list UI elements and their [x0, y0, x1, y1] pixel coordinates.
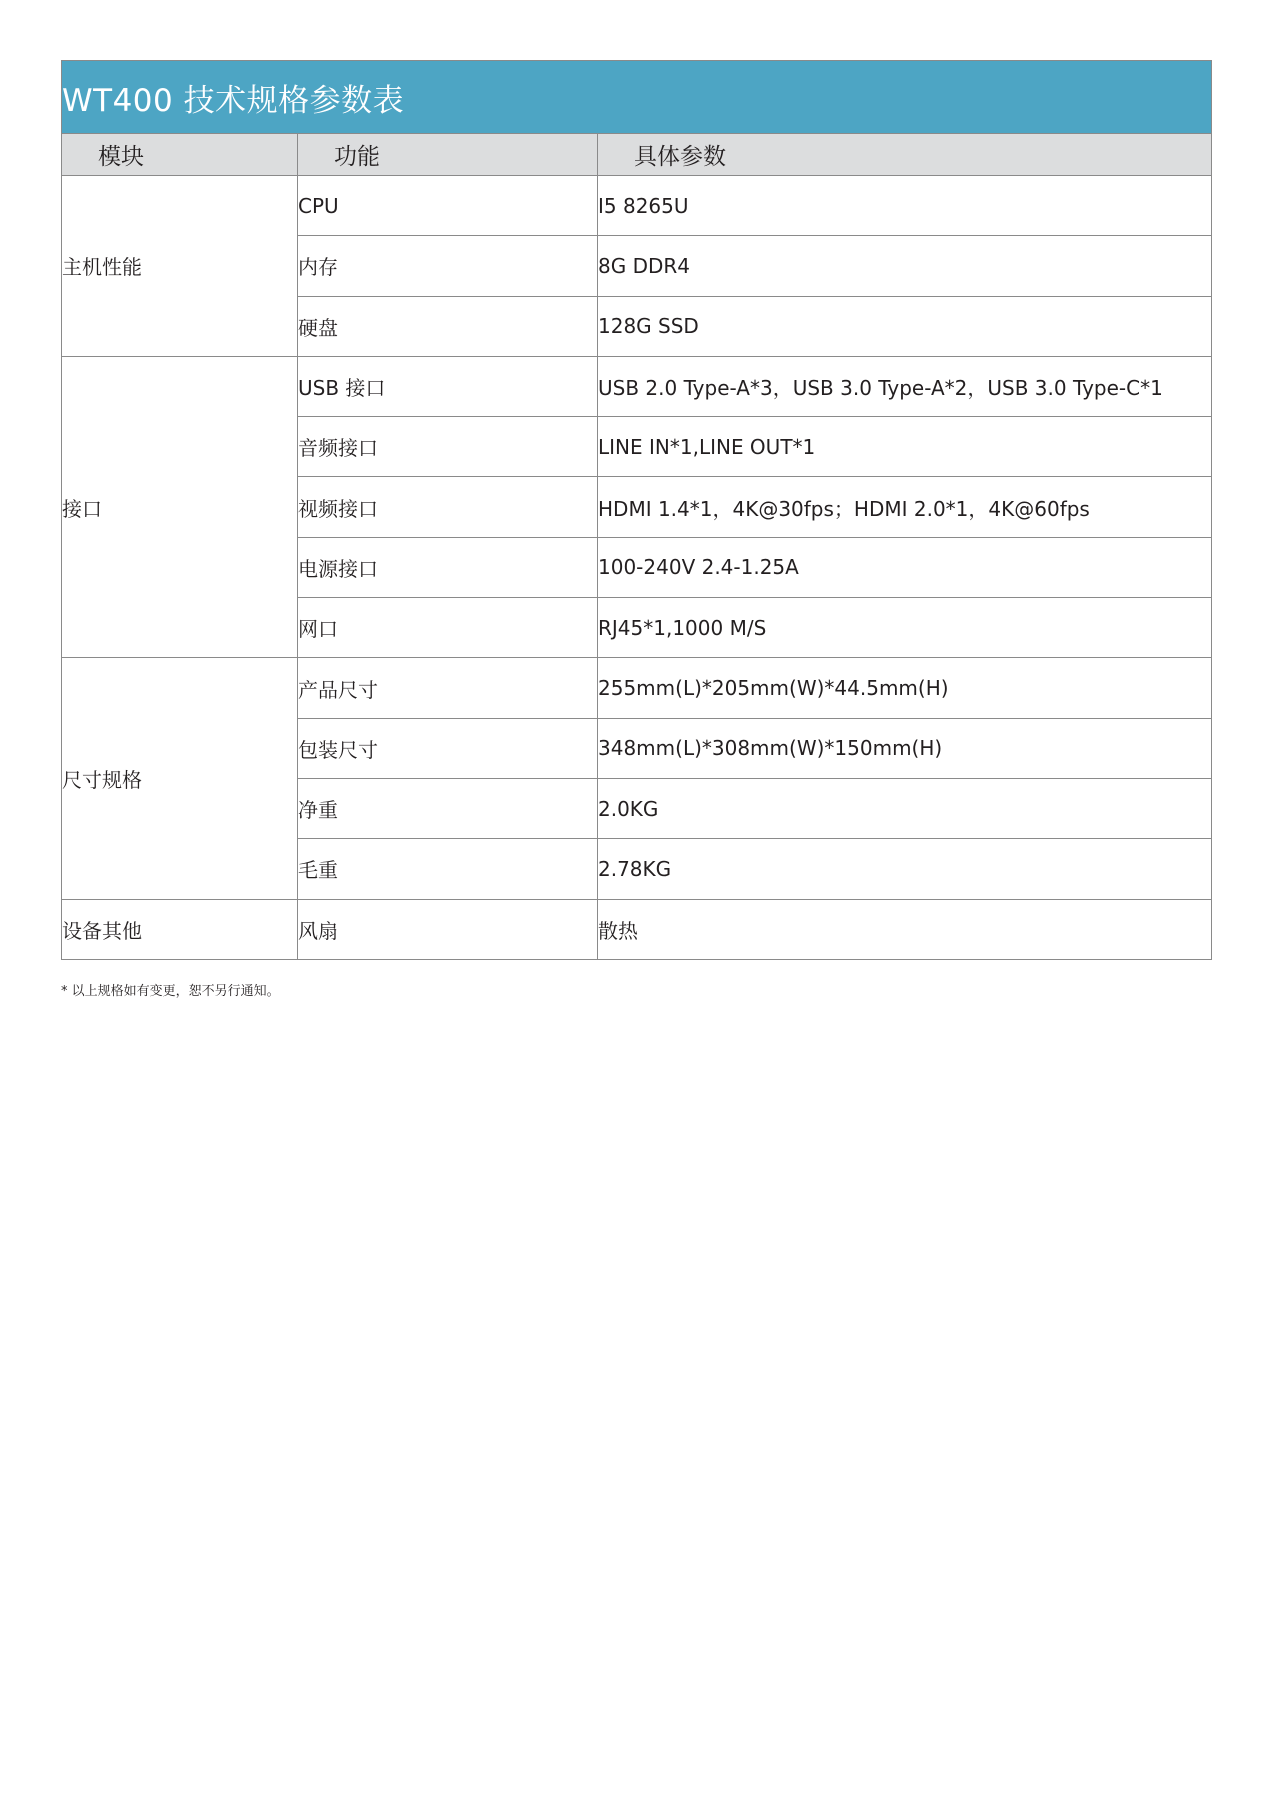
function-cell: USB 接口: [298, 356, 598, 416]
table-row: [62, 176, 1212, 236]
param-cell: 2.78KG: [598, 839, 1212, 899]
param-cell: HDMI 1.4*1，4K@30fps；HDMI 2.0*1，4K@60fps: [598, 477, 1212, 537]
function-cell: 产品尺寸: [298, 658, 598, 718]
table-row: [62, 658, 1212, 718]
title-row: [62, 61, 1212, 134]
header-row: [62, 134, 1212, 176]
param-cell: 255mm(L)*205mm(W)*44.5mm(H): [598, 658, 1212, 718]
function-cell: 内存: [298, 236, 598, 296]
function-cell: 风扇: [298, 899, 598, 959]
function-cell: 包装尺寸: [298, 718, 598, 778]
param-cell: USB 2.0 Type-A*3，USB 3.0 Type-A*2，USB 3.0 Type-C*1: [598, 356, 1212, 416]
spec-sheet: [61, 60, 1211, 999]
header-function: 功能: [298, 134, 598, 176]
param-cell: 8G DDR4: [598, 236, 1212, 296]
module-cell: 设备其他: [62, 899, 298, 959]
header-params: 具体参数: [598, 134, 1212, 176]
param-cell: I5 8265U: [598, 176, 1212, 236]
table-row: [62, 356, 1212, 416]
param-cell: 100-240V 2.4-1.25A: [598, 537, 1212, 597]
param-cell: 348mm(L)*308mm(W)*150mm(H): [598, 718, 1212, 778]
header-module: 模块: [62, 134, 298, 176]
param-cell: LINE IN*1,LINE OUT*1: [598, 417, 1212, 477]
table-title: WT400 技术规格参数表: [62, 61, 1212, 134]
function-cell: 网口: [298, 598, 598, 658]
footnote: * 以上规格如有变更，恕不另行通知。: [61, 983, 280, 999]
module-cell: 尺寸规格: [62, 658, 298, 899]
param-cell: RJ45*1,1000 M/S: [598, 598, 1212, 658]
function-cell: CPU: [298, 176, 598, 236]
function-cell: 电源接口: [298, 537, 598, 597]
param-cell: 128G SSD: [598, 296, 1212, 356]
table-row: [62, 899, 1212, 959]
param-cell: 2.0KG: [598, 778, 1212, 838]
module-cell: 接口: [62, 356, 298, 657]
function-cell: 硬盘: [298, 296, 598, 356]
spec-table: [61, 60, 1212, 960]
function-cell: 视频接口: [298, 477, 598, 537]
function-cell: 音频接口: [298, 417, 598, 477]
function-cell: 净重: [298, 778, 598, 838]
param-cell: 散热: [598, 899, 1212, 959]
module-cell: 主机性能: [62, 176, 298, 357]
function-cell: 毛重: [298, 839, 598, 899]
